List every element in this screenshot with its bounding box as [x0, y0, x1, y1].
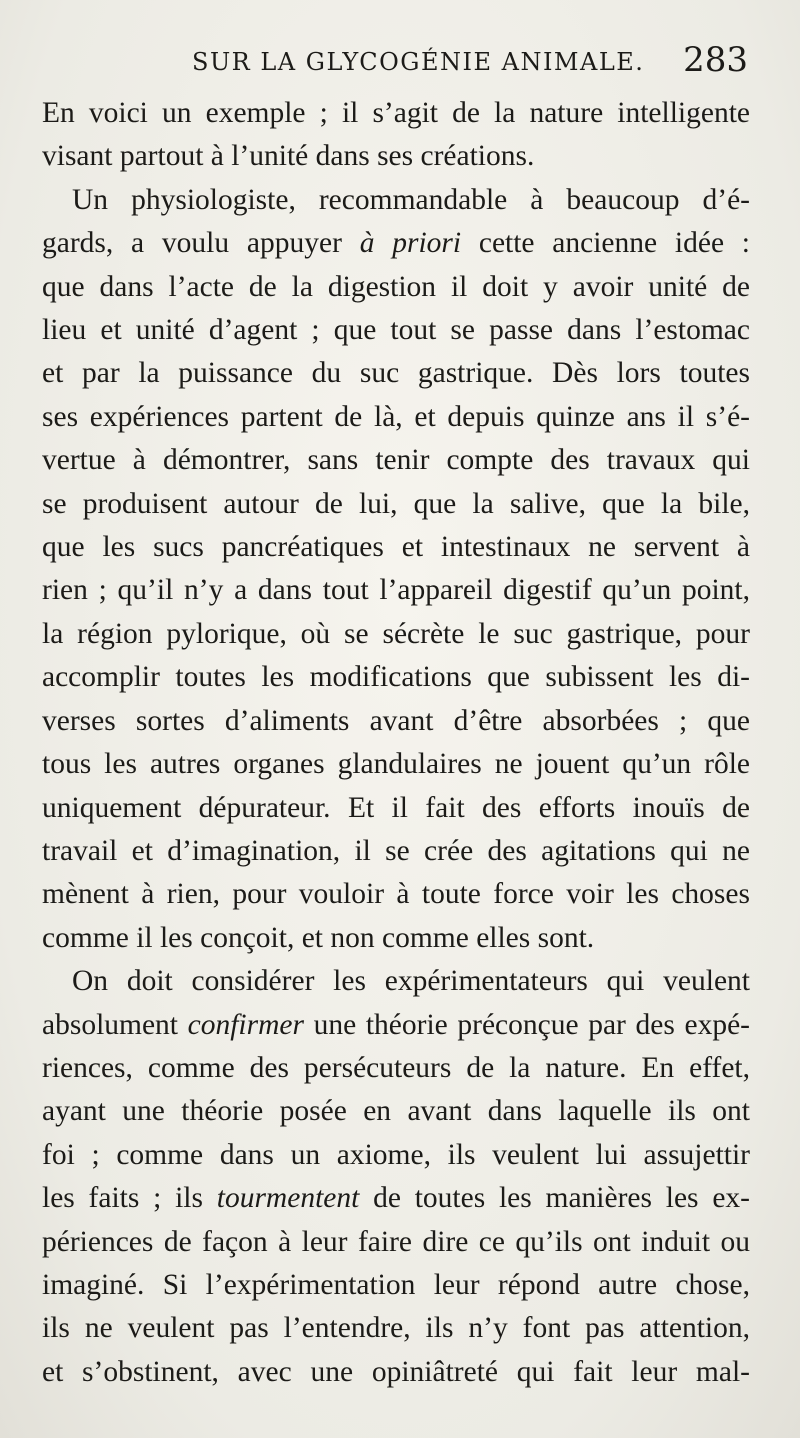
text-line: uniquement dépurateur. Et il fait des efforts inouïs de [42, 791, 750, 824]
paragraph-3 [42, 960, 750, 1394]
text-line: visant partout à l’unité dans ses créations. [42, 140, 535, 173]
text-line: riences, comme des persécuteurs de la nature. En effet, [42, 1051, 750, 1084]
paragraph-2 [42, 179, 750, 960]
text-line: les faits ; ils tourmentent de toutes les manières les ex- [42, 1182, 750, 1215]
text-line: On doit considérer les expérimentateurs qui veulent [72, 965, 750, 998]
text-line: ils ne veulent pas l’entendre, ils n’y font pas attention, [42, 1312, 750, 1345]
text-line: comme il les conçoit, et non comme elles sont. [42, 921, 595, 954]
text-line: lieu et unité d’agent ; que tout se passe dans l’estomac [42, 314, 750, 347]
text-line: travail et d’imagination, il se crée des agitations qui ne [42, 834, 750, 867]
page-number: 283 [683, 40, 748, 80]
text-line: que dans l’acte de la digestion il doit y avoir unité de [42, 270, 750, 303]
text-line: verses sortes d’aliments avant d’être absorbées ; que [42, 704, 750, 737]
text-line: accomplir toutes les modifications que subissent les di- [42, 661, 750, 694]
text-line: vertue à démontrer, sans tenir compte des travaux qui [42, 444, 750, 477]
text-line: imaginé. Si l’expérimentation leur répond autre chose, [42, 1268, 750, 1301]
paragraph-1 [42, 92, 750, 179]
text-line: et s’obstinent, avec une opiniâtreté qui fait leur mal- [42, 1355, 750, 1388]
text-line: se produisent autour de lui, que la salive, que la bile, [42, 487, 750, 520]
text-line: que les sucs pancréatiques et intestinaux ne servent à [42, 531, 750, 564]
body-text [42, 92, 750, 1394]
text-line: absolument confirmer une théorie préconçue par des expé- [42, 1008, 750, 1041]
text-line: tous les autres organes glandulaires ne jouent qu’un rôle [42, 748, 750, 781]
text-line: la région pylorique, où se sécrète le suc gastrique, pour [42, 617, 750, 650]
text-line: ayant une théorie posée en avant dans laquelle ils ont [42, 1095, 750, 1128]
text-line: et par la puissance du suc gastrique. Dès lors toutes [42, 357, 750, 390]
text-line: Un physiologiste, recommandable à beaucoup d’é- [72, 183, 750, 216]
text-line: rien ; qu’il n’y a dans tout l’appareil digestif qu’un point, [42, 574, 750, 607]
page-header [42, 40, 748, 80]
text-line: gards, a voulu appuyer à priori cette ancienne idée : [42, 227, 751, 260]
text-line: mènent à rien, pour vouloir à toute force voir les choses [42, 878, 750, 911]
running-head: SUR LA GLYCOGÉNIE ANIMALE. [192, 48, 645, 76]
text-line: foi ; comme dans un axiome, ils veulent lui assujettir [42, 1138, 750, 1171]
text-line: En voici un exemple ; il s’agit de la nature intelligente [42, 97, 750, 129]
text-line: ses expériences partent de là, et depuis quinze ans il s’é- [42, 400, 750, 433]
text-line: périences de façon à leur faire dire ce qu’ils ont induit ou [42, 1225, 750, 1258]
